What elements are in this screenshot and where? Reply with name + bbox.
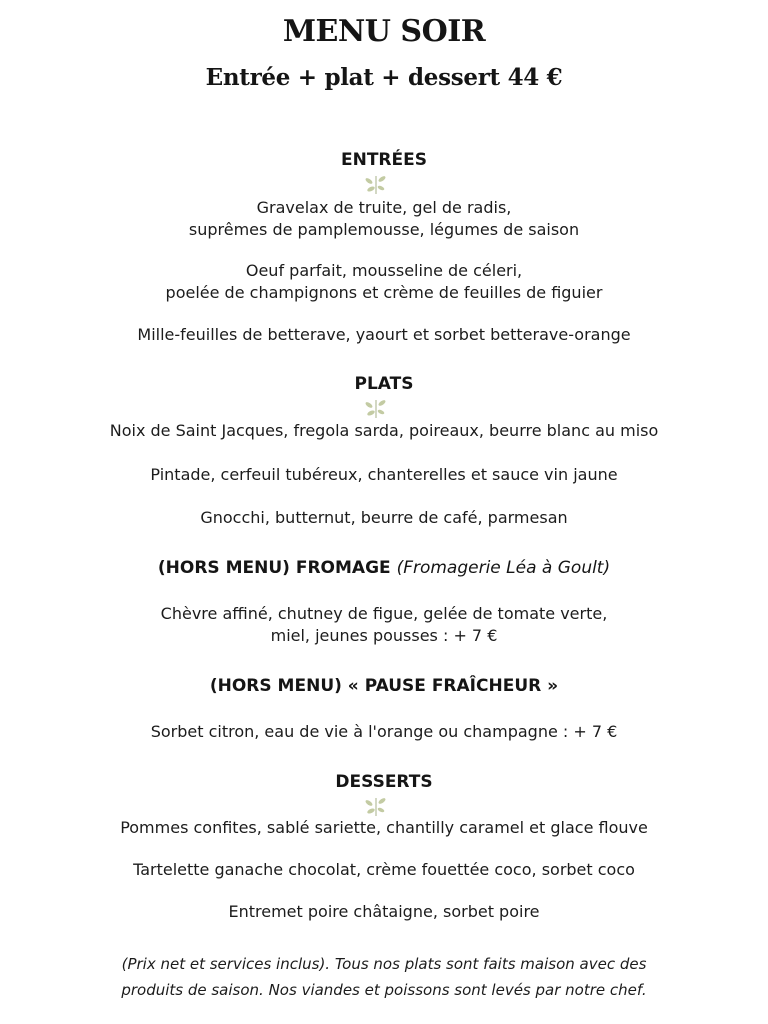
item-line: Mille-feuilles de betterave, yaourt et sorbet betterave-orange [137, 325, 631, 344]
item-line: miel, jeunes pousses : + 7 € [270, 626, 498, 645]
fromage-supplier-note: (Fromagerie Léa à Goult) [396, 558, 611, 578]
list-item [0, 603, 768, 647]
menu-subtitle: Entrée + plat + dessert 44 € [205, 64, 563, 91]
list-item [0, 197, 768, 241]
list-item: Pintade, cerfeuil tubéreux, chanterelles et sauce vin jaune [150, 465, 618, 484]
footer-line: (Prix net et services inclus). Tous nos plats sont faits maison avec des [121, 955, 647, 973]
item-line: suprêmes de pamplemousse, légumes de saison [188, 220, 580, 239]
list-item: Gnocchi, butternut, beurre de café, parmesan [200, 508, 568, 527]
list-item: Noix de Saint Jacques, fregola sarda, poireaux, beurre blanc au miso [109, 421, 659, 440]
menu-title: MENU SOIR [282, 14, 486, 49]
footer-line: produits de saison. Nos viandes et poissons sont levés par notre chef. [121, 981, 647, 999]
section-heading-desserts: DESSERTS [335, 772, 433, 792]
list-item [0, 260, 768, 304]
footer-note [0, 951, 768, 1003]
item-line: Oeuf parfait, mousseline de céleri, [245, 261, 523, 280]
list-item [0, 324, 768, 346]
fromage-heading-label: (HORS MENU) FROMAGE [157, 558, 391, 578]
list-item: Sorbet citron, eau de vie à l'orange ou champagne : + 7 € [150, 722, 618, 741]
list-item: Entremet poire châtaigne, sorbet poire [228, 902, 540, 921]
leaf-sprig-icon [363, 795, 389, 817]
section-heading-plats: PLATS [354, 374, 414, 394]
list-item: Pommes confites, sablé sariette, chantilly caramel et glace flouve [120, 818, 648, 837]
section-heading-fromage [0, 558, 768, 578]
section-heading-pause: (HORS MENU) « PAUSE FRAÎCHEUR » [209, 676, 559, 696]
item-line: Gravelax de truite, gel de radis, [256, 198, 512, 217]
section-heading-entrees: ENTRÉES [341, 150, 427, 170]
list-item: Tartelette ganache chocolat, crème fouettée coco, sorbet coco [133, 860, 635, 879]
leaf-sprig-icon [363, 173, 389, 195]
item-line: Chèvre affiné, chutney de figue, gelée de tomate verte, [160, 604, 608, 623]
leaf-sprig-icon [363, 397, 389, 419]
item-line: poelée de champignons et crème de feuilles de figuier [165, 283, 603, 302]
